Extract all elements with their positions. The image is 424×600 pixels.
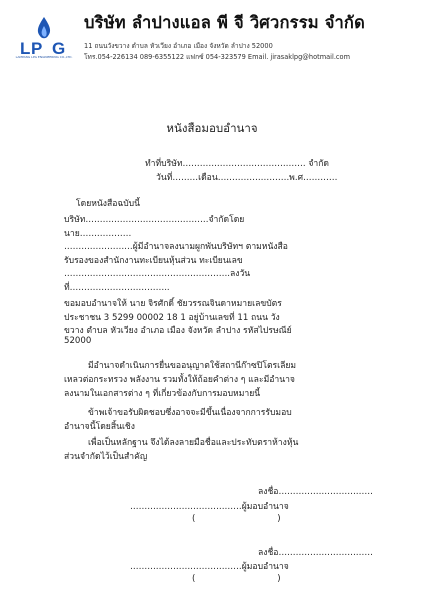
company-contact: โทร.054-226134 089-6355122 แฟกซ์ 054-323579 Email. jirasaklpg@hotmail.com	[84, 53, 350, 61]
body-line: โดยหนังสือฉบับนี้	[76, 199, 141, 209]
body-line: อำนาจนี้โดยสิ้นเชิง	[64, 422, 135, 432]
body-line: รับรองของสำนักงานทะเบียนหุ้นส่วน ทะเบียนเลข	[64, 256, 243, 266]
header-date: วันที่………เดือน…………………….พ.ศ…………	[156, 173, 338, 183]
body-line: มีอำนาจดำเนินการยื่นขออนุญาตใช้สถานีก๊าซปิโตรเลียม	[88, 361, 297, 371]
body-line: ……………………ผู้มีอำนาจลงนามผูกพันบริษัทฯ ตามหนังสือ	[64, 242, 288, 252]
body-line: นาย………………	[64, 229, 132, 239]
company-name: บริษัท ลำปางแอล พี จี วิศวกรรม จำกัด	[84, 13, 366, 32]
body-line: ข้าพเจ้าขอรับผิดชอบซึ่งอาจจะมีขึ้นเนื่องจากการรับมอบ	[88, 408, 292, 418]
signature-line-1: ลงชื่อ……………………………	[258, 487, 373, 497]
signature-role-2: …………………………………ผู้มอบอำนาจ	[130, 562, 289, 572]
body-line: เหลวต่อกระทรวง พลังงาน รวมทั้งให้ถ้อยคำต่าง ๆ และมีอำนาจ	[64, 375, 295, 385]
signature-name-2: ( )	[192, 574, 281, 584]
signature-name-1: ( )	[192, 514, 281, 524]
body-line: ที่……………………………..	[64, 283, 170, 293]
body-line: ประชาชน 3 5299 00002 18 1 อยู่บ้านเลขที่ 11 ถนน วัง	[64, 313, 280, 323]
signature-role-1: …………………………………ผู้มอบอำนาจ	[130, 502, 289, 512]
body-line: 52000	[64, 336, 92, 346]
body-line: บริษัท…………………………………….จำกัดโดย	[64, 215, 245, 225]
header-place: ทำที่บริษัท……………………………………. จำกัด	[145, 159, 329, 169]
svg-text:G: G	[52, 39, 66, 58]
signature-line-2: ลงชื่อ……………………………	[258, 548, 373, 558]
body-line: ………………………………………………….ลงวัน	[64, 269, 251, 279]
svg-text:L: L	[20, 39, 31, 58]
svg-text:P: P	[31, 39, 43, 58]
body-line: เพื่อเป็นหลักฐาน จึงได้ลงลายมือชื่อและประทับตราห้างหุ้น	[88, 438, 299, 448]
document-title: หนังสือมอบอำนาจ	[166, 121, 258, 135]
body-line: ขอมอบอำนาจให้ นาย จิรศักดิ์ ชัยวรรณจินดาหมายเลขบัตร	[64, 299, 282, 309]
lpg-logo	[18, 14, 70, 58]
body-line: ส่วนจำกัดไว้เป็นสำคัญ	[64, 452, 148, 462]
logo-caption: LAMPANG LPG ENGINEERING CO.,LTD.	[15, 55, 73, 59]
company-address: 11 ถนนวังขวาง ตำบล หัวเวียง อำเภอ เมือง จังหวัด ลำปาง 52000	[84, 42, 273, 50]
body-line: ขวาง ตำบล หัวเวียง อำเภอ เมือง จังหวัด ลำปาง รหัสไปรษณีย์	[64, 326, 292, 336]
body-line: ลงนามในเอกสารต่าง ๆ ที่เกี่ยวข้องกับการมอบหมายนี้	[64, 389, 261, 399]
